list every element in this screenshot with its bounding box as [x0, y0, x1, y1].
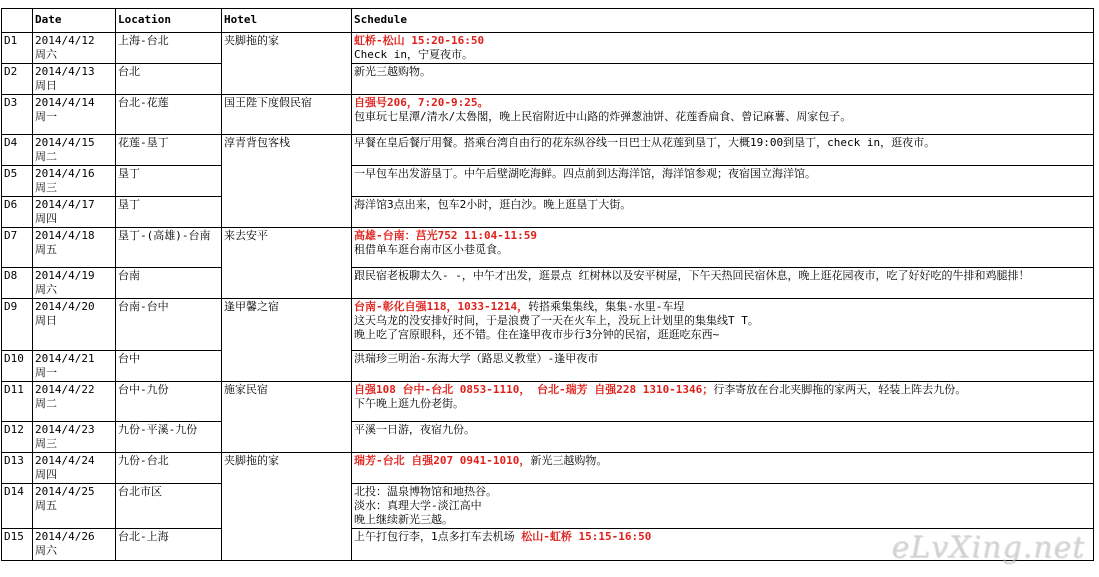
day-cell	[2, 197, 33, 228]
schedule-line	[354, 513, 1091, 527]
schedule-text: 转搭乘集集线，集集-水里-车埕	[528, 300, 685, 313]
weekday-value: 周日	[35, 314, 57, 327]
date-value: 2014/4/16	[35, 167, 95, 180]
day-label: D14	[4, 485, 24, 498]
day-cell	[2, 228, 33, 268]
day-label: D11	[4, 383, 24, 396]
day-label: D13	[4, 454, 24, 467]
schedule-text: Check in，宁夏夜市。	[354, 48, 473, 61]
schedule-text: 行李寄放在台北夹脚拖的家两天，轻装上阵去九份。	[713, 383, 967, 396]
location-value: 九份-台北	[118, 454, 169, 467]
weekday-value: 周四	[35, 212, 57, 225]
date-cell	[33, 135, 116, 166]
schedule-cell	[352, 268, 1094, 299]
schedule-line	[354, 136, 1091, 150]
location-value: 垦丁	[118, 198, 140, 211]
location-cell	[116, 351, 222, 382]
date-value: 2014/4/25	[35, 485, 95, 498]
date-value: 2014/4/12	[35, 34, 95, 47]
table-row	[2, 299, 1094, 351]
header-location: Location	[116, 9, 222, 33]
day-label: D5	[4, 167, 18, 180]
day-label: D4	[4, 136, 18, 149]
location-cell	[116, 529, 222, 561]
hotel-value: 淳青背包客栈	[224, 136, 290, 149]
schedule-cell	[352, 228, 1094, 268]
schedule-line	[354, 269, 1091, 283]
schedule-cell	[352, 95, 1094, 135]
weekday-value: 周二	[35, 150, 57, 163]
location-cell	[116, 228, 222, 268]
schedule-cell	[352, 166, 1094, 197]
location-value: 上海-台北	[118, 34, 169, 47]
schedule-line	[354, 96, 1091, 110]
date-cell	[33, 382, 116, 422]
schedule-text: 平溪一日游，夜宿九份。	[354, 423, 475, 436]
date-value: 2014/4/22	[35, 383, 95, 396]
location-cell	[116, 135, 222, 166]
date-value: 2014/4/13	[35, 65, 95, 78]
header-row	[2, 9, 1094, 33]
schedule-line	[354, 352, 1091, 366]
schedule-cell	[352, 197, 1094, 228]
hotel-cell	[222, 299, 352, 382]
schedule-line	[354, 110, 1091, 124]
weekday-value: 周三	[35, 437, 57, 450]
hotel-value: 逢甲馨之宿	[224, 300, 279, 313]
schedule-line	[354, 397, 1091, 411]
schedule-text: 跟民宿老板聊太久- -，中午才出发，逛景点 红树林以及安平树屋，下午天热回民宿休息，晚上逛花园夜市，吃了好好吃的牛排和鸡腿排！	[354, 269, 1030, 282]
schedule-line	[354, 65, 1091, 79]
table-row	[2, 268, 1094, 299]
day-cell	[2, 95, 33, 135]
weekday-value: 周五	[35, 243, 57, 256]
location-value: 花莲-垦丁	[118, 136, 169, 149]
table-row	[2, 351, 1094, 382]
schedule-cell	[352, 351, 1094, 382]
weekday-value: 周六	[35, 48, 57, 61]
day-label: D3	[4, 96, 18, 109]
hotel-cell	[222, 453, 352, 561]
hotel-value: 国王陛下度假民宿	[224, 96, 312, 109]
schedule-line	[354, 48, 1091, 62]
date-cell	[33, 422, 116, 453]
transport-highlight: 瑞芳-台北 自强207 0941-1010，	[354, 454, 531, 467]
date-cell	[33, 299, 116, 351]
day-cell	[2, 33, 33, 64]
weekday-value: 周三	[35, 181, 57, 194]
schedule-line	[354, 499, 1091, 513]
day-cell	[2, 529, 33, 561]
schedule-text: 一早包车出发游垦丁。中午后壁湖吃海鲜。四点前到达海洋馆，海洋馆参观；夜宿国立海洋馆。	[354, 167, 816, 180]
schedule-cell	[352, 135, 1094, 166]
date-cell	[33, 484, 116, 529]
weekday-value: 周五	[35, 499, 57, 512]
table-row	[2, 228, 1094, 268]
schedule-text: 租借单车逛台南市区小巷觅食。	[354, 243, 508, 256]
location-value: 台北	[118, 65, 140, 78]
location-value: 台北市区	[118, 485, 162, 498]
day-label: D1	[4, 34, 18, 47]
schedule-cell	[352, 529, 1094, 561]
table-row	[2, 166, 1094, 197]
location-cell	[116, 64, 222, 95]
weekday-value: 周日	[35, 79, 57, 92]
table-row	[2, 64, 1094, 95]
schedule-text: 淡水：真理大学-淡江高中	[354, 499, 482, 512]
date-cell	[33, 64, 116, 95]
schedule-text: 洪瑞珍三明治-东海大学（路思义教堂）-逢甲夜市	[354, 352, 599, 365]
day-cell	[2, 299, 33, 351]
table-row	[2, 529, 1094, 561]
day-label: D12	[4, 423, 24, 436]
date-value: 2014/4/23	[35, 423, 95, 436]
transport-highlight: 自强108 台中-台北 0853-1110， 台北-瑞芳 自强228 1310-1346；	[354, 383, 714, 396]
day-cell	[2, 453, 33, 484]
schedule-text: 包車玩七星潭/清水/太魯閣，晚上民宿附近中山路的炸弹葱油饼、花莲香扁食、曾记麻薯、周家包子。	[354, 110, 852, 123]
date-cell	[33, 197, 116, 228]
hotel-value: 施家民宿	[224, 383, 268, 396]
schedule-line	[354, 34, 1091, 48]
location-cell	[116, 95, 222, 135]
schedule-cell	[352, 64, 1094, 95]
location-value: 台北-花莲	[118, 96, 169, 109]
date-value: 2014/4/18	[35, 229, 95, 242]
hotel-cell	[222, 228, 352, 299]
location-cell	[116, 422, 222, 453]
date-value: 2014/4/19	[35, 269, 95, 282]
table-row	[2, 33, 1094, 64]
schedule-text: 海洋馆3点出来，包车2小时，逛白沙。晚上逛垦丁大街。	[354, 198, 632, 211]
schedule-text: 上午打包行李，1点多打车去机场	[354, 530, 522, 543]
hotel-cell	[222, 382, 352, 453]
table-row	[2, 197, 1094, 228]
location-cell	[116, 197, 222, 228]
schedule-text: 新光三越购物。	[530, 454, 608, 467]
schedule-text: 晚上吃了宫原眼科，还不错。住在逢甲夜市步行3分钟的民宿，逛逛吃东西~	[354, 328, 720, 341]
schedule-line	[354, 530, 1091, 544]
schedule-line	[354, 423, 1091, 437]
schedule-text: 早餐在皇后餐厅用餐。搭乘台湾自由行的花东纵谷线一日巴士从花莲到垦丁，大概19:00到垦丁，check in，逛夜市。	[354, 136, 936, 149]
schedule-cell	[352, 484, 1094, 529]
schedule-line	[354, 198, 1091, 212]
hotel-value: 夹脚拖的家	[224, 454, 279, 467]
schedule-text: 晚上继续新光三越。	[354, 513, 453, 526]
day-cell	[2, 166, 33, 197]
date-value: 2014/4/21	[35, 352, 95, 365]
table-row	[2, 422, 1094, 453]
location-cell	[116, 166, 222, 197]
weekday-value: 周六	[35, 283, 57, 296]
table-row	[2, 484, 1094, 529]
schedule-line	[354, 454, 1091, 468]
location-cell	[116, 33, 222, 64]
hotel-cell	[222, 95, 352, 135]
date-cell	[33, 228, 116, 268]
transport-highlight: 高雄-台南：莒光752 11:04-11:59	[354, 229, 537, 242]
location-cell	[116, 382, 222, 422]
day-label: D6	[4, 198, 18, 211]
location-value: 台中-九份	[118, 383, 169, 396]
weekday-value: 周一	[35, 366, 57, 379]
date-cell	[33, 166, 116, 197]
hotel-value: 夹脚拖的家	[224, 34, 279, 47]
date-value: 2014/4/26	[35, 530, 95, 543]
location-value: 垦丁	[118, 167, 140, 180]
location-value: 台南	[118, 269, 140, 282]
day-label: D7	[4, 229, 18, 242]
schedule-line	[354, 243, 1091, 257]
location-value: 垦丁-(高雄)-台南	[118, 229, 211, 242]
weekday-value: 周二	[35, 397, 57, 410]
header-hotel: Hotel	[222, 9, 352, 33]
schedule-line	[354, 300, 1091, 314]
schedule-line	[354, 167, 1091, 181]
date-value: 2014/4/14	[35, 96, 95, 109]
table-row	[2, 453, 1094, 484]
date-cell	[33, 529, 116, 561]
table-row	[2, 135, 1094, 166]
location-value: 台北-上海	[118, 530, 169, 543]
transport-highlight: 自强号206，7:20-9:25。	[354, 96, 489, 109]
table-row	[2, 382, 1094, 422]
table-row	[2, 95, 1094, 135]
schedule-cell	[352, 299, 1094, 351]
transport-highlight: 虹桥-松山 15:20-16:50	[354, 34, 485, 47]
day-label: D9	[4, 300, 18, 313]
weekday-value: 周一	[35, 110, 57, 123]
schedule-line	[354, 383, 1091, 397]
itinerary-table	[1, 8, 1094, 561]
schedule-cell	[352, 453, 1094, 484]
date-value: 2014/4/15	[35, 136, 95, 149]
location-cell	[116, 484, 222, 529]
schedule-text: 北投：温泉博物馆和地热谷。	[354, 485, 497, 498]
schedule-cell	[352, 33, 1094, 64]
weekday-value: 周六	[35, 544, 57, 557]
header-day	[2, 9, 33, 33]
weekday-value: 周四	[35, 468, 57, 481]
schedule-text: 下午晚上逛九份老街。	[354, 397, 464, 410]
date-cell	[33, 351, 116, 382]
hotel-cell	[222, 135, 352, 228]
date-cell	[33, 453, 116, 484]
schedule-cell	[352, 422, 1094, 453]
location-value: 台南-台中	[118, 300, 169, 313]
schedule-cell	[352, 382, 1094, 422]
transport-highlight: 台南-彰化自强118，1033-1214，	[354, 300, 529, 313]
day-cell	[2, 382, 33, 422]
day-cell	[2, 135, 33, 166]
schedule-text: 这天乌龙的没安排好时间，于是浪费了一天在火车上，没玩上计划里的集集线T T。	[354, 314, 759, 327]
day-cell	[2, 64, 33, 95]
transport-highlight: 松山-虹桥 15:15-16:50	[521, 530, 652, 543]
location-cell	[116, 268, 222, 299]
watermark: eLvXing.net	[891, 530, 1085, 565]
day-cell	[2, 484, 33, 529]
day-cell	[2, 422, 33, 453]
day-label: D8	[4, 269, 18, 282]
date-value: 2014/4/20	[35, 300, 95, 313]
day-label: D2	[4, 65, 18, 78]
hotel-cell	[222, 33, 352, 95]
date-cell	[33, 33, 116, 64]
hotel-value: 来去安平	[224, 229, 268, 242]
day-label: D10	[4, 352, 24, 365]
date-cell	[33, 268, 116, 299]
location-cell	[116, 453, 222, 484]
schedule-line	[354, 314, 1091, 328]
location-cell	[116, 299, 222, 351]
day-cell	[2, 268, 33, 299]
schedule-text: 新光三越购物。	[354, 65, 431, 78]
day-label: D15	[4, 530, 24, 543]
location-value: 台中	[118, 352, 140, 365]
schedule-line	[354, 328, 1091, 342]
header-date: Date	[33, 9, 116, 33]
date-cell	[33, 95, 116, 135]
date-value: 2014/4/17	[35, 198, 95, 211]
schedule-line	[354, 485, 1091, 499]
header-schedule: Schedule	[352, 9, 1094, 33]
location-value: 九份-平溪-九份	[118, 423, 198, 436]
schedule-line	[354, 229, 1091, 243]
day-cell	[2, 351, 33, 382]
date-value: 2014/4/24	[35, 454, 95, 467]
